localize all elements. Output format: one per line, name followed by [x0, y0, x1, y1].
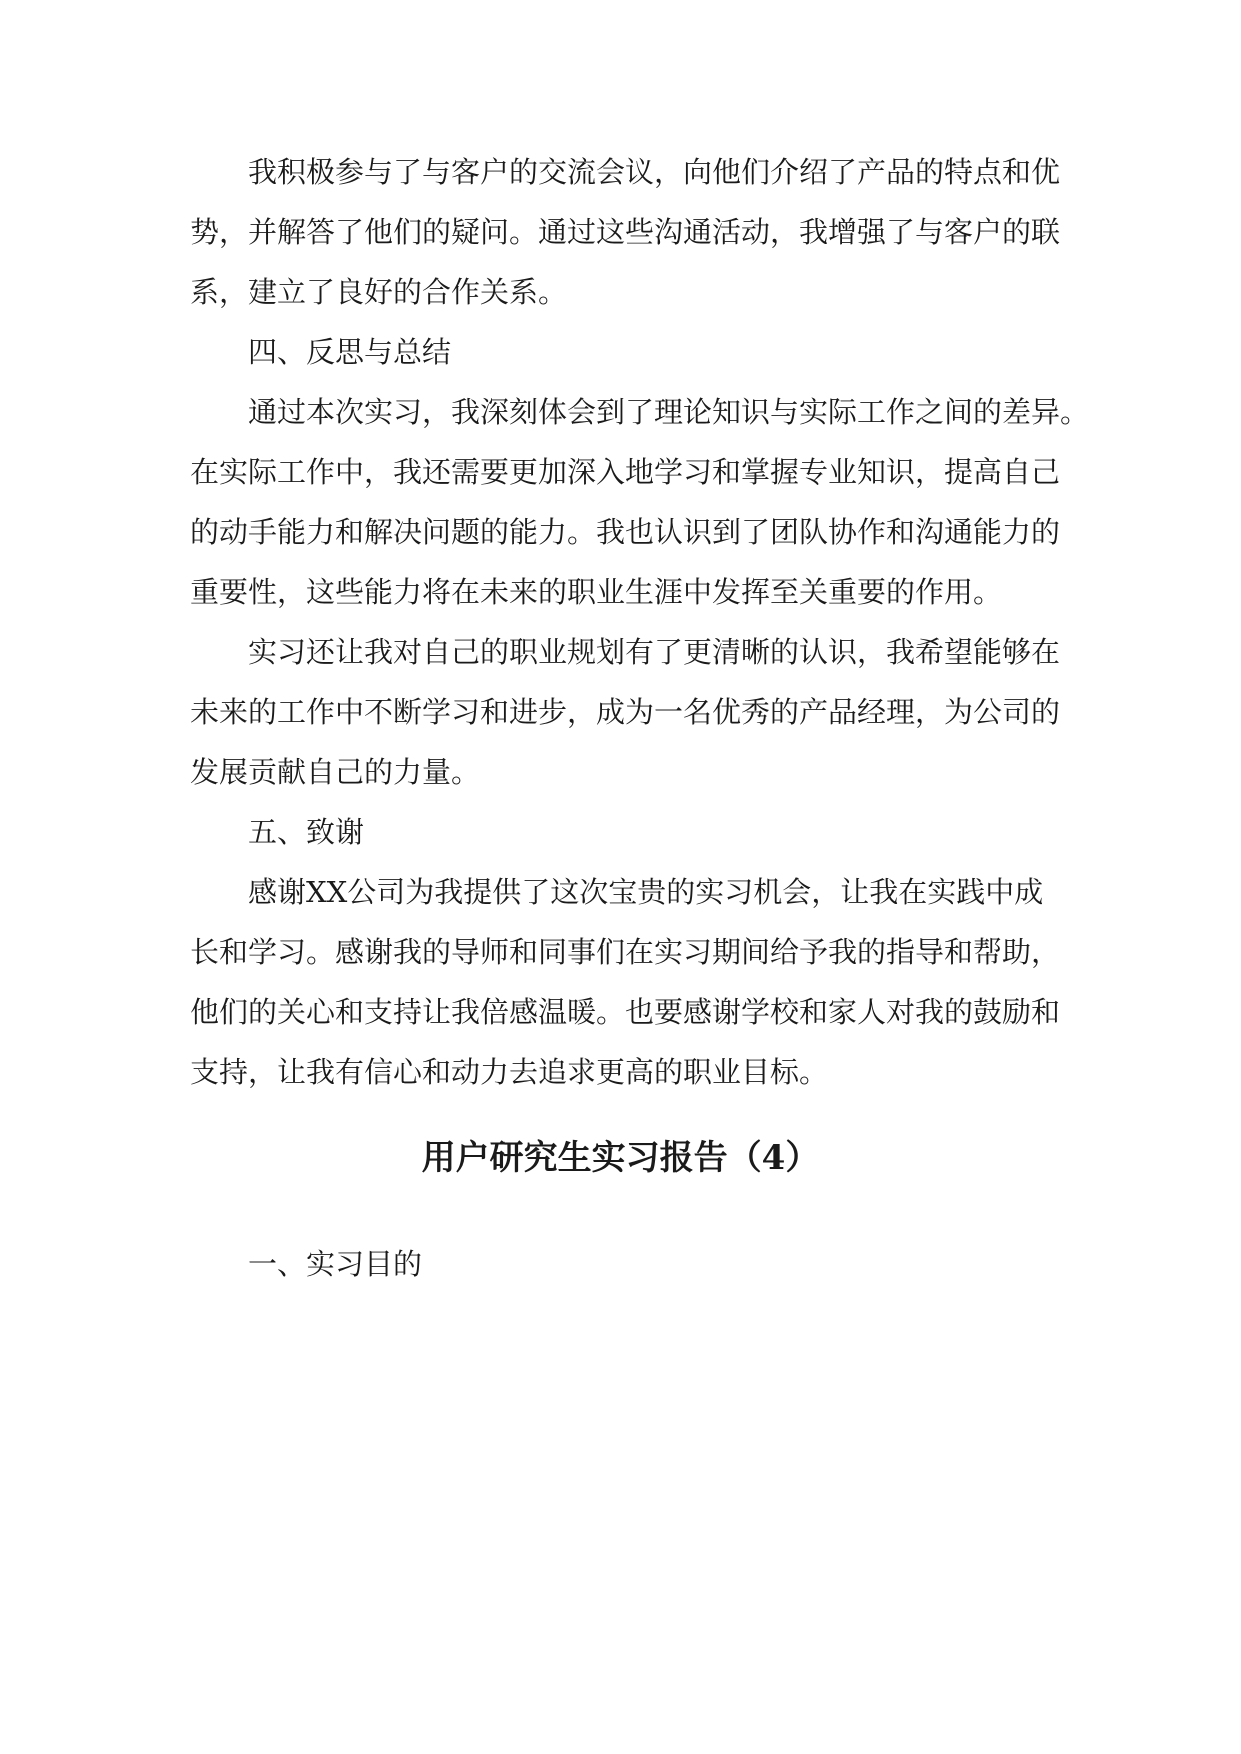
paragraph-line: 实习还让我对自己的职业规划有了更清晰的认识，我希望能够在 — [248, 635, 1061, 669]
paragraph-line: 势，并解答了他们的疑问。通过这些沟通活动，我增强了与客户的联 — [190, 215, 1061, 249]
paragraph-line: 的动手能力和解决问题的能力。我也认识到了团队协作和沟通能力的 — [190, 515, 1061, 549]
paragraph-line: 他们的关心和支持让我倍感温暖。也要感谢学校和家人对我的鼓励和 — [190, 995, 1061, 1029]
paragraph-line: 系，建立了良好的合作关系。 — [190, 275, 568, 309]
paragraph-line: 通过本次实习，我深刻体会到了理论知识与实际工作之间的差异。 — [248, 395, 1090, 429]
paragraph-line: 在实际工作中，我还需要更加深入地学习和掌握专业知识，提高自己 — [190, 455, 1061, 489]
paragraph-line: 感谢XX公司为我提供了这次宝贵的实习机会，让我在实践中成 — [248, 875, 1044, 909]
paragraph-line: 我积极参与了与客户的交流会议，向他们介绍了产品的特点和优 — [248, 155, 1061, 189]
paragraph-line: 发展贡献自己的力量。 — [190, 755, 481, 789]
section-title: 用户研究生实习报告（4） — [421, 1138, 820, 1178]
section-heading: 四、反思与总结 — [248, 335, 452, 369]
paragraph-line: 长和学习。感谢我的导师和同事们在实习期间给予我的指导和帮助， — [190, 935, 1061, 969]
subheading: 一、实习目的 — [248, 1247, 423, 1281]
paragraph-line: 未来的工作中不断学习和进步，成为一名优秀的产品经理，为公司的 — [190, 695, 1061, 729]
paragraph-line: 支持，让我有信心和动力去追求更高的职业目标。 — [190, 1055, 829, 1089]
paragraph-line: 重要性，这些能力将在未来的职业生涯中发挥至关重要的作用。 — [190, 575, 1003, 609]
section-heading: 五、致谢 — [248, 815, 365, 849]
